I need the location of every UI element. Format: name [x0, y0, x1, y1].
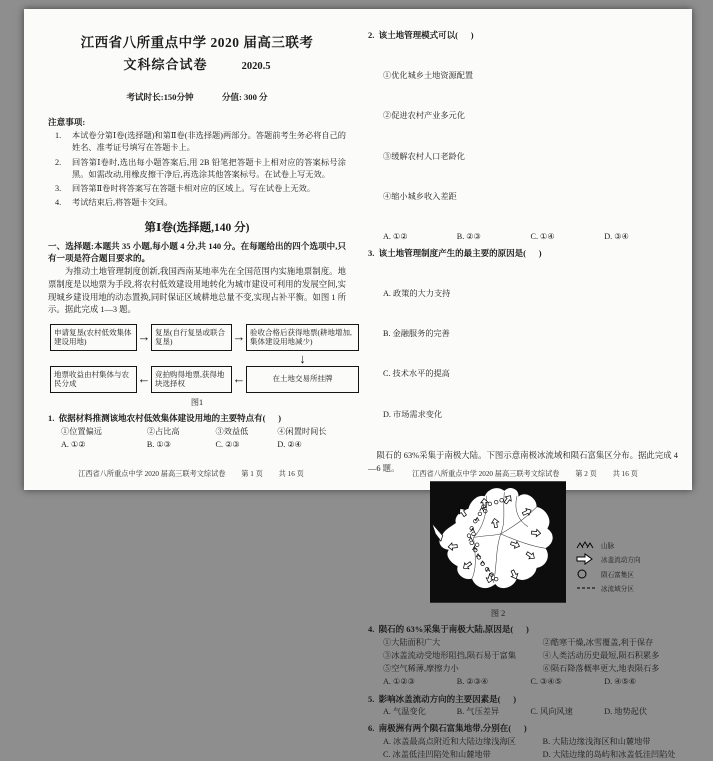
subitem: ⑥陨石降落概率更大,地表陨石多: [542, 664, 660, 674]
page2-footer: [358, 469, 692, 479]
option-d: D. ④⑤⑥: [604, 677, 637, 687]
flow-box-ticket: 验收合格后获得地票(耕地增加,集体建设用地减少): [246, 324, 359, 351]
note-number: 4.: [55, 198, 62, 208]
option-d: D. 市场需求变化: [383, 409, 443, 419]
question-stem: 1. 依据材料推测该地农村低效集体建设用地的主要特点有( ): [48, 412, 282, 423]
subitem: ②占比高: [146, 426, 180, 436]
legend-item: [576, 540, 641, 550]
question-options: [61, 438, 346, 451]
option-b: B. 金融服务的完善: [383, 329, 450, 338]
question-subitems: [383, 42, 678, 230]
note-text: 回答第Ⅱ卷时将答案写在答题卡相对应的区域上。写在试卷上无效。: [72, 184, 316, 194]
figure2-caption: 图 2: [490, 609, 506, 619]
passage-land-ticket: 为推动土地管理制度创新,我国西南某地率先在全国范围内实施地票制度。地票制度是以地票为手段,将农村低效建设用地转化为城市建设可利用的发展空间,实现城乡建设用地的动态置换,同时保证区域耕地总量不变,实现占补平衡。如图 1 所示。据此完成 1—3 题。: [48, 267, 346, 315]
map-legend: [576, 537, 641, 619]
option-b: B. ②③④: [456, 677, 489, 687]
arrow-down-icon: ↓: [299, 350, 306, 366]
note-number: 1.: [55, 131, 62, 140]
question-stem: 4. 陨石的 63%采集于南极大陆,原因是( ): [368, 624, 529, 635]
mc-section-intro: 一、选择题:本题共 35 小题,每小题 4 分,共 140 分。在每题给出的四个选项中,只有一项是符合题目要求的。: [48, 240, 346, 264]
legend-label: 冰流域分区: [601, 586, 634, 594]
legend-item: [576, 568, 641, 580]
option-a: A. 冰盖最高点附近和大陆边缘浅海区: [383, 737, 516, 747]
map-column: [430, 480, 566, 619]
legend-item: [576, 583, 641, 593]
option-c: C. 冰盖低洼凹陷处和山麓地带: [383, 750, 491, 760]
exam-page-1: [24, 9, 358, 490]
question-5: [368, 693, 678, 719]
footer-total-pages: 共 16 页: [612, 470, 638, 478]
option-a: A. ①②: [61, 439, 86, 449]
question-options: [383, 735, 678, 761]
option-c: C. ①④: [530, 231, 555, 241]
note-number: 3.: [55, 184, 62, 194]
paper-subject: 文科综合试卷: [123, 57, 208, 72]
note-item: [48, 157, 346, 182]
option-d: D. 大陆边缘的岛屿和冰盖低洼凹陷处: [542, 750, 676, 760]
note-text: 考试结束后,将答题卡交回。: [72, 198, 173, 208]
subitem: ①位置偏远: [61, 426, 102, 436]
section1-heading: 第Ⅰ卷(选择题,140 分): [144, 221, 250, 234]
exam-duration: 考试时长:150分钟: [126, 92, 194, 102]
note-text: 本试卷分第Ⅰ卷(选择题)和第Ⅱ卷(非选择题)两部分。答题前考生务必将自己的姓名、准考证号填写在答题卡上。: [72, 131, 346, 153]
flowchart-figure1: [50, 324, 352, 393]
arrow-right-icon: →: [137, 329, 151, 345]
note-number: 2.: [55, 157, 62, 167]
subitem: ①大陆面积广大: [383, 638, 441, 648]
footer-page-number: 第 1 页: [241, 470, 263, 478]
notes-title: 注意事项:: [48, 117, 86, 127]
subitem: ②促进农村产业多元化: [383, 111, 465, 121]
option-d: D. ②④: [277, 439, 302, 449]
option-a: A. 政策的大力支持: [383, 288, 451, 298]
note-item: [48, 130, 346, 155]
option-a: A. ①②: [383, 231, 408, 241]
subitem: ③效益低: [215, 426, 249, 436]
flow-box-list: 在土地交易所挂牌: [246, 366, 359, 393]
option-c: C. ②③: [215, 439, 240, 449]
footer-title: 江西省八所重点中学 2020 届高三联考文综试卷: [412, 470, 560, 478]
question-stem: 6. 南极洲有两个陨石富集地带,分别在( ): [368, 723, 527, 734]
exam-date: 2020.5: [241, 61, 271, 72]
question-subitems: [383, 636, 678, 675]
arrow-right-icon: →: [232, 329, 246, 345]
question-options: [383, 259, 678, 447]
option-d: D. 地势起伏: [604, 707, 648, 717]
figure1-caption: 图1: [190, 397, 204, 407]
question-3: [368, 247, 678, 448]
subitem: ④闲置时间长: [277, 426, 327, 436]
question-stem: 5. 影响冰盖流动方向的主要因素是( ): [368, 693, 517, 704]
question-1: [48, 412, 346, 451]
option-c: C. 风向风速: [530, 707, 573, 717]
footer-page-number: 第 2 页: [575, 470, 597, 478]
subitem: ④缩小城乡收入差距: [383, 192, 457, 202]
question-stem: 3. 该土地管理制度产生的最主要的原因是( ): [368, 247, 542, 258]
option-c: C. ③④⑤: [530, 677, 563, 687]
question-subitems: [61, 425, 346, 438]
option-a: A. ①②③: [383, 677, 416, 687]
note-text: 回答第Ⅰ卷时,选出每小题答案后,用 2B 铅笔把答题卡上相对应的答案标号涂黑。如需改动,用橡皮擦干净后,再选涂其他答案标号。在试卷上写无效。: [72, 157, 346, 179]
circle-icon: [576, 568, 601, 580]
legend-label: 陨石富集区: [601, 572, 634, 580]
subitem: ⑤空气稀薄,摩擦力小: [383, 664, 459, 674]
legend-label: 冰盖流动方向: [601, 557, 641, 565]
footer-total-pages: 共 16 页: [278, 470, 304, 478]
page-title: 江西省八所重点中学 2020 届高三联考: [80, 35, 314, 50]
note-item: [48, 183, 346, 195]
question-options: [383, 705, 678, 718]
option-b: B. ①③: [146, 439, 172, 449]
question-4: [368, 623, 678, 688]
flow-box-bid: 竞拍购得地票,获得地块选择权: [151, 366, 232, 393]
option-b: B. 大陆边缘浅海区和山麓地带: [542, 737, 651, 747]
option-b: B. 气压差异: [456, 707, 500, 717]
question-options: [383, 675, 678, 688]
question-6: [368, 722, 678, 761]
flow-box-reclaim: 复垦(自行复垦或联合复垦): [151, 324, 232, 351]
exam-info-line: [48, 91, 346, 103]
subitem: ①优化城乡土地资源配置: [383, 71, 474, 80]
arrow-left-icon: ←: [137, 371, 151, 387]
option-a: A. 气温变化: [383, 707, 426, 717]
footer-title: 江西省八所重点中学 2020 届高三联考文综试卷: [78, 470, 226, 478]
passage-meteorite: 陨石的 63%采集于南极大陆。下图示意南极冰流域和陨石富集区分布。据此完成 4—6 题。: [368, 451, 678, 473]
flow-box-share: 地票收益由村集体与农民分成: [50, 366, 137, 393]
legend-item: [576, 553, 641, 565]
option-c: C. 技术水平的提高: [383, 369, 450, 379]
block-arrow-icon: [576, 553, 601, 565]
question-stem: 2. 该土地管理模式可以( ): [368, 30, 474, 40]
figure2: [430, 480, 678, 619]
exam-page-2: [358, 9, 692, 760]
subitem: ③冰盖流动受地形阻挡,陨石易于富集: [383, 651, 517, 661]
subitem: ④人类活动历史最短,陨石积累多: [542, 651, 660, 661]
exam-score: 分值: 300 分: [221, 92, 268, 102]
dashed-line-icon: [576, 585, 601, 591]
mountain-icon: [576, 541, 601, 550]
flow-box-apply: 申请复垦(农村低效集体建设用地): [50, 324, 137, 351]
question-options: [383, 230, 678, 243]
legend-label: 山脉: [601, 543, 615, 551]
note-item: [48, 197, 346, 209]
question-2: [368, 29, 678, 243]
option-b: B. ②③: [456, 231, 481, 241]
arrow-left-icon: ←: [232, 371, 246, 387]
subtitle-row: [48, 54, 346, 74]
option-d: D. ③④: [604, 231, 629, 241]
subitem: ③缓解农村人口老龄化: [383, 151, 465, 161]
subitem: ②酷寒干燥,冰雪覆盖,利于保存: [542, 638, 654, 648]
page1-footer: [24, 469, 358, 479]
scanned-exam-spread: [24, 9, 692, 760]
